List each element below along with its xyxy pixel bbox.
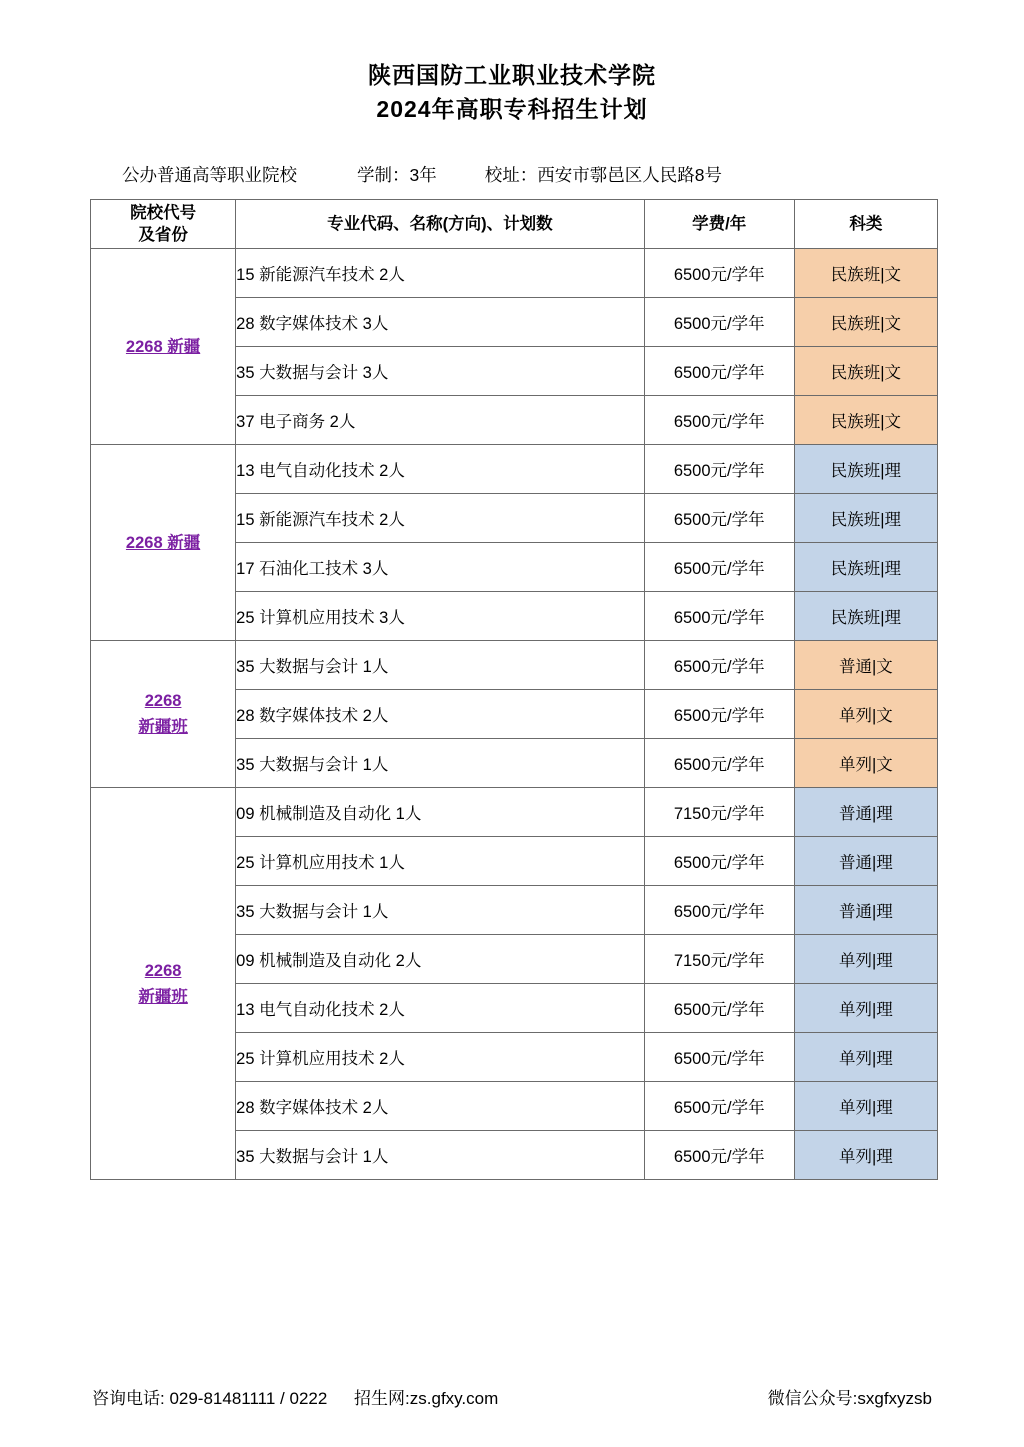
group-code-line: 2268 新疆: [125, 533, 201, 552]
column-header-fee: 学费/年: [644, 200, 794, 249]
table-row: [91, 641, 938, 690]
type-cell: 单列|文: [794, 739, 937, 788]
school-type-label: 公办普通高等职业院校: [122, 165, 297, 185]
major-cell: 37 电子商务 2人: [236, 396, 644, 445]
major-cell: 25 计算机应用技术 3人: [236, 592, 644, 641]
fee-cell: 6500元/学年: [644, 592, 794, 641]
type-cell: 民族班|理: [794, 543, 937, 592]
major-cell: 35 大数据与会计 1人: [236, 641, 644, 690]
major-cell: 35 大数据与会计 1人: [236, 739, 644, 788]
fee-cell: 6500元/学年: [644, 396, 794, 445]
table-row: [91, 788, 938, 837]
fee-cell: 6500元/学年: [644, 1033, 794, 1082]
major-cell: 35 大数据与会计 1人: [236, 886, 644, 935]
group-code-cell: [91, 641, 236, 788]
column-header-code-line1: 院校代号: [130, 204, 197, 222]
table-row: [91, 445, 938, 494]
type-cell: 普通|文: [794, 641, 937, 690]
type-cell: 民族班|文: [794, 298, 937, 347]
footer-wechat: 微信公众号:sxgfxyzsb: [767, 1389, 932, 1408]
type-cell: 民族班|文: [794, 396, 937, 445]
table-header-row: [91, 200, 938, 249]
type-cell: 民族班|文: [794, 347, 937, 396]
fee-cell: 6500元/学年: [644, 249, 794, 298]
major-cell: 28 数字媒体技术 3人: [236, 298, 644, 347]
fee-cell: 6500元/学年: [644, 739, 794, 788]
fee-cell: 6500元/学年: [644, 1131, 794, 1180]
fee-cell: 7150元/学年: [644, 935, 794, 984]
major-cell: 28 数字媒体技术 2人: [236, 690, 644, 739]
title-line-2: 2024年高职专科招生计划: [376, 96, 648, 122]
type-cell: 单列|文: [794, 690, 937, 739]
major-cell: 15 新能源汽车技术 2人: [236, 249, 644, 298]
type-cell: 民族班|理: [794, 592, 937, 641]
type-cell: 普通|理: [794, 837, 937, 886]
type-cell: 民族班|理: [794, 445, 937, 494]
type-cell: 民族班|理: [794, 494, 937, 543]
type-cell: 单列|理: [794, 1082, 937, 1131]
footer-contact: [92, 1384, 520, 1409]
page-footer: [0, 1384, 1024, 1409]
footer-phone: 咨询电话: 029-81481111 / 0222: [92, 1389, 328, 1408]
group-code-cell: [91, 249, 236, 445]
group-code-line: 新疆班: [138, 718, 188, 736]
group-code-cell: [91, 788, 236, 1180]
major-cell: 13 电气自动化技术 2人: [236, 984, 644, 1033]
column-header-code-line2: 及省份: [138, 226, 188, 244]
major-cell: 25 计算机应用技术 1人: [236, 837, 644, 886]
type-cell: 普通|理: [794, 788, 937, 837]
fee-cell: 6500元/学年: [644, 690, 794, 739]
group-code-line: 新疆班: [138, 987, 188, 1006]
group-code-line: 2268: [144, 961, 182, 980]
fee-cell: 6500元/学年: [644, 494, 794, 543]
fee-cell: 6500元/学年: [644, 886, 794, 935]
major-cell: 35 大数据与会计 1人: [236, 1131, 644, 1180]
major-cell: 09 机械制造及自动化 2人: [236, 935, 644, 984]
admission-plan-table: [90, 199, 938, 1180]
major-cell: 17 石油化工技术 3人: [236, 543, 644, 592]
type-cell: 单列|理: [794, 1131, 937, 1180]
type-cell: 单列|理: [794, 1033, 937, 1082]
column-header-major: 专业代码、名称(方向)、计划数: [236, 200, 644, 249]
fee-cell: 6500元/学年: [644, 543, 794, 592]
fee-cell: 6500元/学年: [644, 1082, 794, 1131]
type-cell: 普通|理: [794, 886, 937, 935]
major-cell: 25 计算机应用技术 2人: [236, 1033, 644, 1082]
major-cell: 35 大数据与会计 3人: [236, 347, 644, 396]
column-header-code: [91, 200, 236, 249]
group-code-line: 2268: [144, 692, 182, 710]
school-meta-row: [0, 162, 1024, 187]
fee-cell: 6500元/学年: [644, 298, 794, 347]
group-code-line: 2268 新疆: [125, 337, 201, 356]
document-title: [0, 0, 1024, 126]
type-cell: 单列|理: [794, 984, 937, 1033]
type-cell: 单列|理: [794, 935, 937, 984]
fee-cell: 6500元/学年: [644, 347, 794, 396]
fee-cell: 6500元/学年: [644, 641, 794, 690]
type-cell: 民族班|文: [794, 249, 937, 298]
fee-cell: 6500元/学年: [644, 984, 794, 1033]
fee-cell: 7150元/学年: [644, 788, 794, 837]
table-row: [91, 249, 938, 298]
fee-cell: 6500元/学年: [644, 837, 794, 886]
fee-cell: 6500元/学年: [644, 445, 794, 494]
major-cell: 15 新能源汽车技术 2人: [236, 494, 644, 543]
column-header-type: 科类: [794, 200, 937, 249]
major-cell: 13 电气自动化技术 2人: [236, 445, 644, 494]
major-cell: 09 机械制造及自动化 1人: [236, 788, 644, 837]
major-cell: 28 数字媒体技术 2人: [236, 1082, 644, 1131]
school-system-label: 学制：3年: [357, 165, 437, 185]
group-code-cell: [91, 445, 236, 641]
school-address-label: 校址：西安市鄠邑区人民路8号: [484, 165, 722, 185]
title-line-1: 陕西国防工业职业技术学院: [368, 62, 656, 88]
footer-website: 招生网:zs.gfxy.com: [354, 1389, 499, 1408]
